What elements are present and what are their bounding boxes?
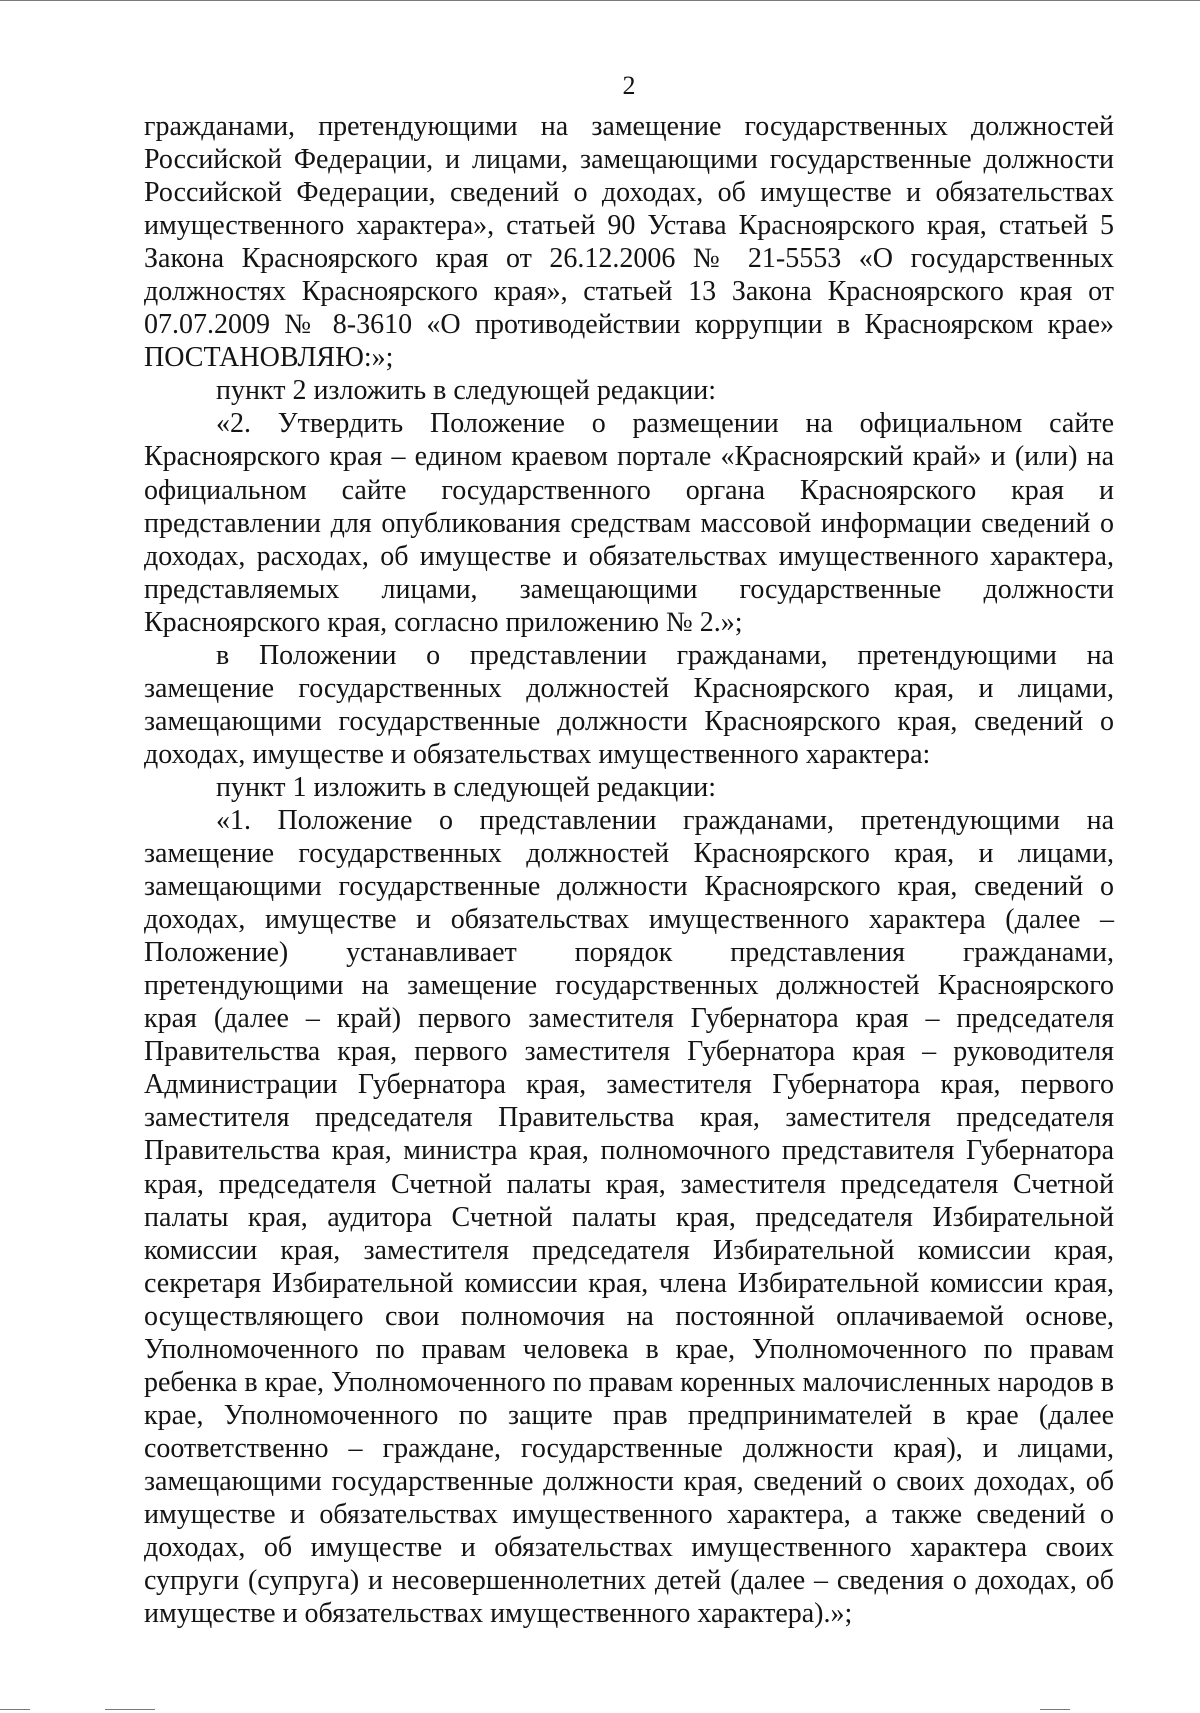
paragraph-point-2-text: «2. Утвердить Положение о размещении на официальном сайте Красноярского края – едином краевом портале «Красноярский край» и (или) на официальном сайте государственного органа Красноярского края и представлении для опубликования средствам массовой информации сведений о доходах, расходах, об имуществе и обязательствах имущественного характера, представляемых лицами, замещающими государственные должности Красноярского края, согласно приложению № 2.»; <box>144 408 1114 638</box>
document-body <box>144 110 1114 1630</box>
paragraph-point-1-instruction: пункт 1 изложить в следующей редакции: <box>216 771 716 803</box>
paragraph-point-1-text: «1. Положение о представлении гражданами, претендующими на замещение государственных должностей Красноярского края, и лицами, замещающими государственные должности Красноярского края, сведений о доходах, имуществе и обязательствах имущественного характера (далее – Положение) устанавливает порядок представления гражданами, претендующими на замещение государственных должностей Красноярского края (далее – край) первого заместителя Губернатора края – председателя Правительства края, первого заместителя Губернатора края – руководителя Администрации Губернатора края, заместителя Губернатора края, первого заместителя председателя Правительства края, заместителя председателя Правительства края, министра края, полномочного представителя Губернатора края, председателя Счетной палаты края, заместителя председателя Счетной палаты края, аудитора Счетной палаты края, председателя Избирательной комиссии края, заместителя председателя Избирательной комиссии края, секретаря Избирательной комиссии края, члена Избирательной комиссии края, осуществляющего свои полномочия на постоянной оплачиваемой основе, Уполномоченного по правам человека в крае, Уполномоченного по правам ребенка в крае, Уполномоченного по правам коренных малочисленных народов в крае, Уполномоченного по защите прав предпринимателей в крае (далее соответственно – граждане, государственные должности края), и лицами, замещающими государственные должности края, сведений о своих доходах, об имуществе и обязательствах имущественного характера, а также сведений о доходах, об имуществе и обязательствах имущественного характера своих супруги (супруга) и несовершеннолетних детей (далее – сведения о доходах, об имуществе и обязательствах имущественного характера).»; <box>144 804 1114 1630</box>
paragraph-continuation: гражданами, претендующими на замещение государственных должностей Российской Федерации, и лицами, замещающими государственные должности Российской Федерации, сведений о доходах, об имуществе и обязательствах имущественного характера», статьей 90 Устава Красноярского края, статьей 5 Закона Красноярского края от 26.12.2006 № 21-5553 «О государственных должностях Красноярского края», статьей 13 Закона Красноярского края от 07.07.2009 № 8-3610 «О противодействии коррупции в Красноярском крае» ПОСТАНОВЛЯЮ:»; <box>144 111 1114 374</box>
page-number: 2 <box>622 71 636 100</box>
scan-bottom-mid-edge <box>105 1709 155 1710</box>
paragraph-point-2-instruction: пункт 2 изложить в следующей редакции: <box>216 375 716 407</box>
paragraph-regulation-intro: в Положении о представлении гражданами, претендующими на замещение государственных должностей Красноярского края, и лицами, замещающими государственные должности Красноярского края, сведений о доходах, имуществе и обязательствах имущественного характера: <box>144 639 1114 770</box>
scan-bottom-left-edge <box>0 1709 30 1710</box>
scan-bottom-right-edge <box>1040 1709 1070 1710</box>
scan-top-edge <box>0 0 1200 1</box>
